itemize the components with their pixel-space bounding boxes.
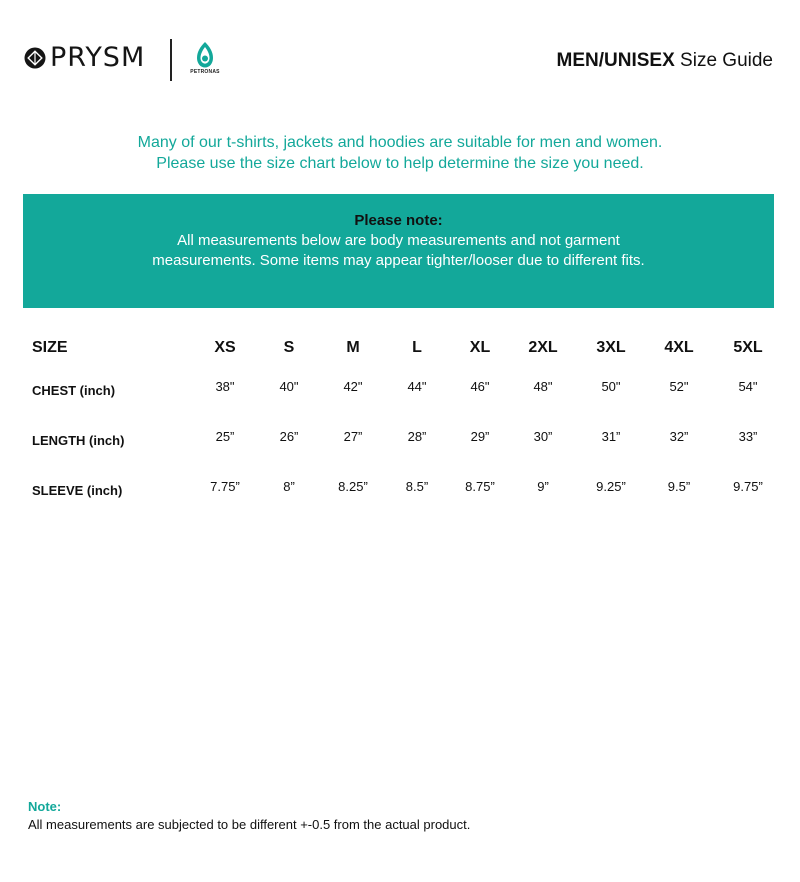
intro-line-2: Please use the size chart below to help determine the size you need. bbox=[156, 155, 644, 172]
petronas-logo bbox=[188, 41, 222, 79]
row-label-length: LENGTH (inch) bbox=[32, 433, 125, 448]
petronas-wordmark: PETRONAS bbox=[190, 69, 220, 75]
petronas-logo-icon bbox=[194, 41, 216, 69]
size-header-label: SIZE bbox=[32, 339, 68, 356]
table-cell: 42" bbox=[343, 379, 363, 394]
table-cell: 9.75” bbox=[733, 479, 763, 494]
footer-note-text: All measurements are subjected to be different +-0.5 from the actual product. bbox=[28, 817, 471, 832]
notice-banner bbox=[23, 194, 774, 308]
size-header-cell: 5XL bbox=[733, 339, 763, 356]
row-label-chest: CHEST (inch) bbox=[32, 383, 116, 398]
size-header-cell: M bbox=[346, 339, 360, 356]
notice-heading: Please note: bbox=[354, 212, 443, 229]
size-header-cell: XL bbox=[469, 339, 491, 356]
length-row bbox=[32, 422, 782, 472]
sleeve-row bbox=[32, 472, 782, 522]
table-cell: 7.75” bbox=[210, 479, 240, 494]
intro-text bbox=[0, 132, 800, 174]
prysm-logo bbox=[24, 44, 145, 72]
row-label-sleeve: SLEEVE (inch) bbox=[32, 483, 123, 498]
table-cell: 28” bbox=[407, 429, 427, 444]
chest-row bbox=[32, 372, 782, 422]
size-header-cell: XS bbox=[214, 339, 236, 356]
table-cell: 8” bbox=[283, 479, 295, 494]
table-cell: 50" bbox=[601, 379, 621, 394]
table-cell: 25” bbox=[215, 429, 235, 444]
page-title-bold: MEN/UNISEX bbox=[556, 50, 675, 71]
table-cell: 27” bbox=[343, 429, 363, 444]
page-title bbox=[557, 50, 773, 72]
table-cell: 44" bbox=[407, 379, 427, 394]
table-cell: 8.75” bbox=[465, 479, 495, 494]
size-table bbox=[32, 332, 782, 522]
footer-note bbox=[28, 798, 470, 834]
logo-divider bbox=[170, 39, 172, 81]
table-cell: 9” bbox=[537, 479, 549, 494]
size-header-cell: L bbox=[412, 339, 422, 356]
size-header-cell: S bbox=[283, 339, 295, 356]
table-cell: 54" bbox=[738, 379, 758, 394]
table-cell: 32” bbox=[669, 429, 689, 444]
table-cell: 26” bbox=[279, 429, 299, 444]
table-cell: 52" bbox=[669, 379, 689, 394]
page-header bbox=[0, 0, 800, 110]
notice-body: All measurements below are body measurements and not garment measurements. Some items may appear tighter/looser due to different fits. bbox=[152, 232, 645, 269]
size-header-cell: 2XL bbox=[528, 339, 558, 356]
table-cell: 46" bbox=[470, 379, 490, 394]
size-header-cell: 4XL bbox=[664, 339, 694, 356]
table-cell: 29” bbox=[470, 429, 490, 444]
table-cell: 40" bbox=[279, 379, 299, 394]
table-cell: 30” bbox=[533, 429, 553, 444]
page-title-regular: Size Guide bbox=[680, 50, 773, 71]
intro-line-1: Many of our t-shirts, jackets and hoodies are suitable for men and women. bbox=[137, 134, 663, 151]
table-cell: 33” bbox=[738, 429, 758, 444]
table-cell: 31” bbox=[601, 429, 621, 444]
size-table-header-row bbox=[32, 332, 782, 372]
table-cell: 8.25” bbox=[338, 479, 368, 494]
table-cell: 48" bbox=[533, 379, 553, 394]
prysm-wordmark: PRYSM bbox=[50, 42, 146, 73]
table-cell: 9.5” bbox=[667, 479, 691, 494]
table-cell: 9.25” bbox=[596, 479, 626, 494]
size-header-cell: 3XL bbox=[596, 339, 626, 356]
footer-note-label: Note: bbox=[28, 799, 62, 814]
table-cell: 8.5” bbox=[405, 479, 429, 494]
table-cell: 38" bbox=[215, 379, 235, 394]
prysm-logo-icon bbox=[24, 47, 46, 69]
